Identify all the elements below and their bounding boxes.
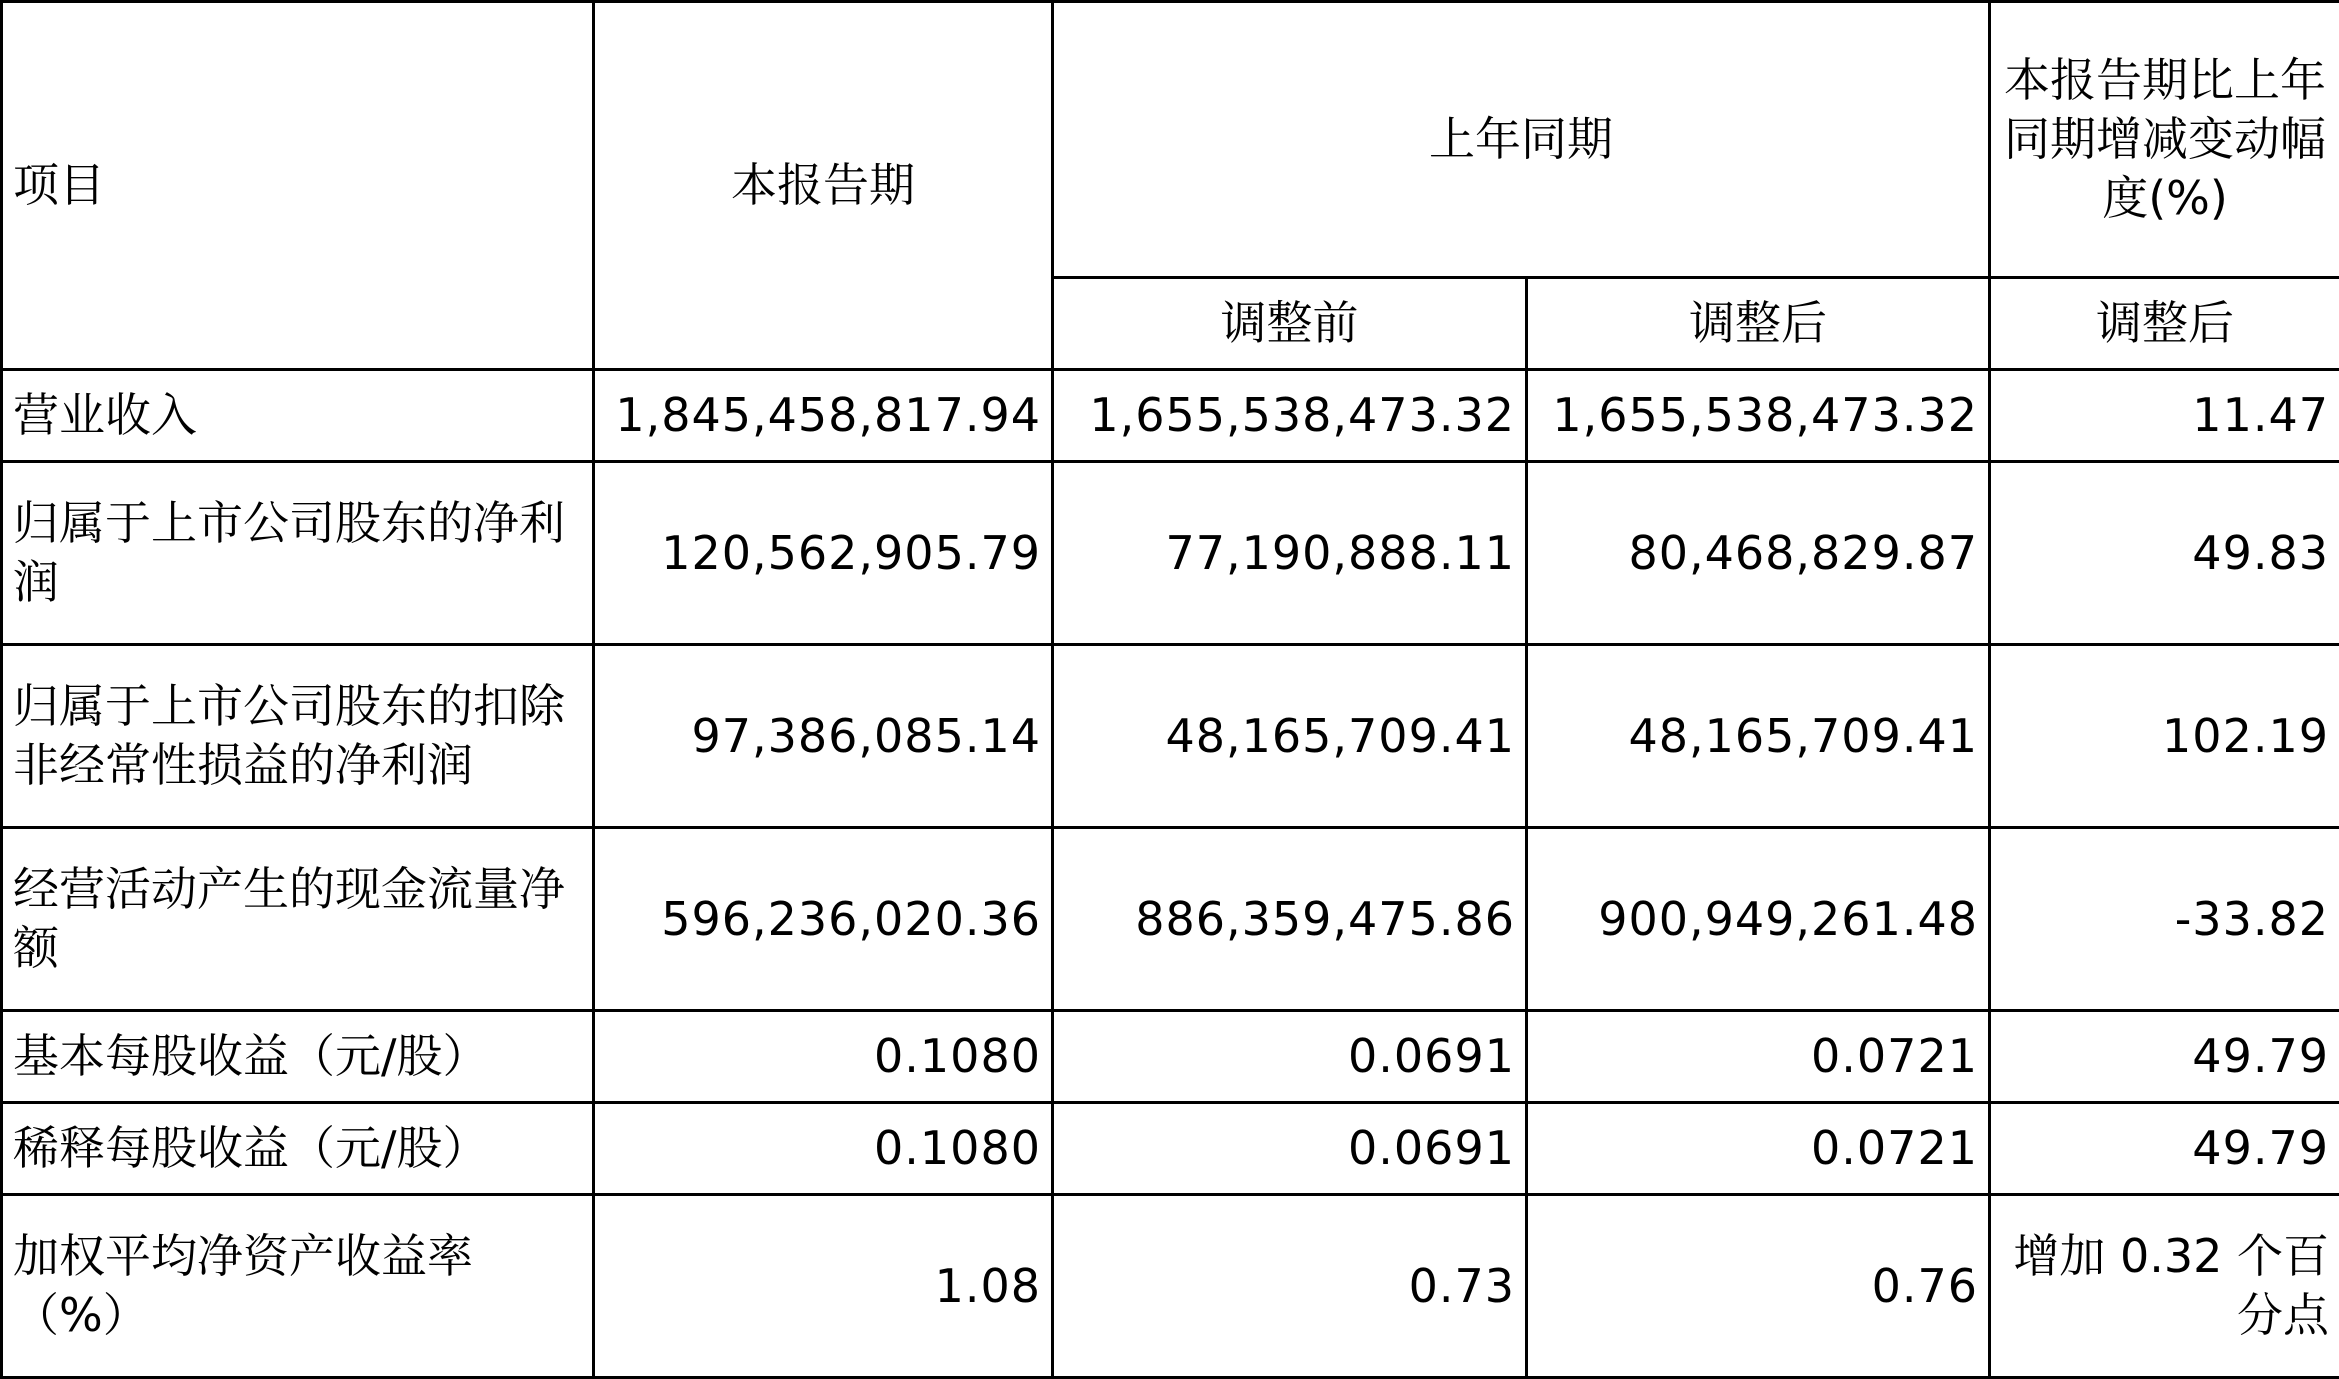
- header-prior-period: 上年同期: [1053, 2, 1990, 278]
- row-item-label: 归属于上市公司股东的扣除非经常性损益的净利润: [2, 645, 594, 828]
- table-row: [2, 462, 2339, 645]
- row-change-value: 增加 0.32 个百分点: [1990, 1195, 2339, 1378]
- header-item: 项目: [2, 2, 594, 370]
- table-row: [2, 1195, 2339, 1378]
- row-prior-before-value: 77,190,888.11: [1053, 462, 1527, 645]
- table-row: [2, 370, 2339, 462]
- row-prior-after-value: 1,655,538,473.32: [1527, 370, 1990, 462]
- row-item-label: 经营活动产生的现金流量净额: [2, 828, 594, 1011]
- row-current-value: 1,845,458,817.94: [594, 370, 1053, 462]
- row-item-label: 基本每股收益（元/股）: [2, 1011, 594, 1103]
- row-prior-before-value: 48,165,709.41: [1053, 645, 1527, 828]
- row-prior-after-value: 900,949,261.48: [1527, 828, 1990, 1011]
- row-prior-before-value: 0.0691: [1053, 1011, 1527, 1103]
- row-current-value: 0.1080: [594, 1103, 1053, 1195]
- table-row: [2, 828, 2339, 1011]
- row-current-value: 1.08: [594, 1195, 1053, 1378]
- table-row: [2, 645, 2339, 828]
- header-before-adjust: 调整前: [1053, 278, 1527, 370]
- row-item-label: 营业收入: [2, 370, 594, 462]
- row-prior-before-value: 1,655,538,473.32: [1053, 370, 1527, 462]
- row-prior-after-value: 0.0721: [1527, 1011, 1990, 1103]
- header-change: 本报告期比上年同期增减变动幅度(%): [1990, 2, 2339, 278]
- row-current-value: 97,386,085.14: [594, 645, 1053, 828]
- row-current-value: 120,562,905.79: [594, 462, 1053, 645]
- row-prior-before-value: 886,359,475.86: [1053, 828, 1527, 1011]
- row-change-value: 11.47: [1990, 370, 2339, 462]
- table-row: [2, 1103, 2339, 1195]
- row-prior-after-value: 80,468,829.87: [1527, 462, 1990, 645]
- table-row: [2, 1011, 2339, 1103]
- row-prior-after-value: 0.0721: [1527, 1103, 1990, 1195]
- row-prior-after-value: 48,165,709.41: [1527, 645, 1990, 828]
- row-change-value: 49.83: [1990, 462, 2339, 645]
- row-current-value: 596,236,020.36: [594, 828, 1053, 1011]
- row-change-value: 102.19: [1990, 645, 2339, 828]
- header-current-period: 本报告期: [594, 2, 1053, 370]
- row-current-value: 0.1080: [594, 1011, 1053, 1103]
- row-change-value: 49.79: [1990, 1011, 2339, 1103]
- header-after-adjust: 调整后: [1527, 278, 1990, 370]
- row-change-value: 49.79: [1990, 1103, 2339, 1195]
- row-prior-before-value: 0.73: [1053, 1195, 1527, 1378]
- header-change-after-adjust: 调整后: [1990, 278, 2339, 370]
- row-item-label: 稀释每股收益（元/股）: [2, 1103, 594, 1195]
- row-item-label: 归属于上市公司股东的净利润: [2, 462, 594, 645]
- header-row-1: [2, 2, 2339, 278]
- row-change-value: -33.82: [1990, 828, 2339, 1011]
- row-prior-after-value: 0.76: [1527, 1195, 1990, 1378]
- row-prior-before-value: 0.0691: [1053, 1103, 1527, 1195]
- row-item-label: 加权平均净资产收益率（%）: [2, 1195, 594, 1378]
